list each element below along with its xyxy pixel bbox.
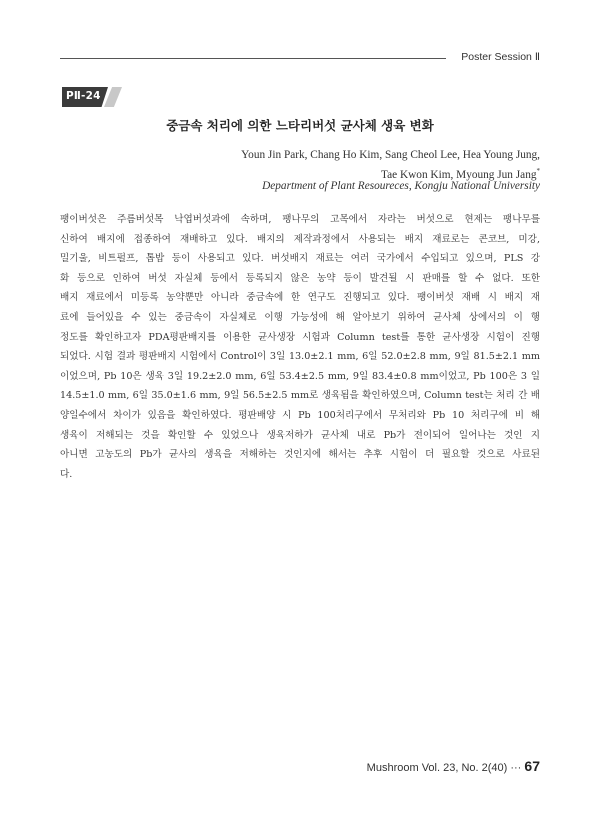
journal-citation: Mushroom Vol. 23, No. 2(40) bbox=[366, 762, 508, 774]
page-footer bbox=[367, 758, 540, 774]
corresponding-mark: * bbox=[536, 167, 540, 175]
abstract bbox=[60, 210, 540, 484]
abstract-line: 되었다. 시험 결과 평판배지 시험에서 Control이 3일 13.0±2.1 mm, 6일 52.0±2.8 mm, 9일 81.5±2.1 mm bbox=[60, 351, 540, 363]
abstract-line: 화 등으로 인하여 버섯 자실체 등에서 등록되지 않은 농약 등이 발견될 시 판매를 할 수 없다. 또한 bbox=[60, 272, 540, 284]
abstract-line: 아니면 고농도의 Pb가 균사의 생육을 저해하는 것인지에 해서는 추후 시험이 더 필요할 것으로 사료된 bbox=[60, 449, 540, 461]
author-list bbox=[160, 147, 540, 183]
poster-code: PⅡ-24 bbox=[66, 90, 101, 102]
abstract-line: 팽이버섯은 주름버섯목 낙엽버섯과에 속하며, 팽나무의 고목에서 자라는 버섯으로 현제는 팽나무를 bbox=[60, 214, 540, 225]
affiliation: Department of Plant Resoureces, Kongju National University bbox=[262, 180, 540, 192]
abstract-line: 신하여 배지에 접종하여 재배하고 있다. 배지의 제작과정에서 사용되는 배지 재료로는 콘코브, 미강, bbox=[60, 233, 540, 245]
footer-dots: ··· bbox=[510, 762, 522, 774]
abstract-line: 정도를 확인하고자 PDA평판배지를 이용한 균사생장 시험과 Column test를 통한 균사생장 시험이 진행 bbox=[60, 331, 540, 343]
header-rule bbox=[60, 58, 446, 59]
abstract-line: 료에 들어있을 수 있는 중금속이 자실체로 이행 가능성에 해 알아보기 위하여 균사체 상에서의 이 행 bbox=[60, 311, 540, 323]
abstract-line: 다. bbox=[60, 468, 73, 480]
abstract-line: 14.5±1.0 mm, 6일 35.0±1.6 mm, 9일 56.5±2.5 mm로 생육됨을 확인하였으며, Column test는 처리 간 배 bbox=[60, 390, 540, 402]
abstract-line: 배지 재료에서 미등록 농약뿐만 아니라 중금속에 한 연구도 진행되고 있다. 팽이버섯 재배 시 배지 재 bbox=[60, 292, 540, 304]
session-label: Poster Session Ⅱ bbox=[461, 51, 540, 63]
abstract-line: 밀기울, 비트펄프, 톱밥 등이 사용되고 있다. 버섯배지 재료는 여러 국가에서 수입되고 있으며, PLS 강 bbox=[60, 253, 540, 265]
author-line-2-text: Tae Kwon Kim, Myoung Jun Jang bbox=[381, 168, 537, 181]
author-line-1: Youn Jin Park, Chang Ho Kim, Sang Cheol Lee, Hea Young Jung, bbox=[241, 149, 540, 161]
abstract-line: 이었으며, Pb 10은 생육 3일 19.2±2.0 mm, 6일 53.4±2.5 mm, 9일 83.4±0.8 mm이었고, Pb 100은 3 일 bbox=[60, 370, 540, 382]
page-number: 67 bbox=[524, 758, 540, 774]
paper-title: 중금속 처리에 의한 느타리버섯 균사체 생육 변화 bbox=[166, 118, 434, 133]
abstract-line: 생육이 저해되는 것을 확인할 수 있었으나 생육저하가 균사체 내로 Pb가 전이되어 일어나는 것인 지 bbox=[60, 429, 540, 441]
abstract-line: 양일수에서 차이가 있음을 확인하였다. 평판배양 시 Pb 100처리구에서 무처리와 Pb 10 처리구에 비 해 bbox=[60, 409, 540, 421]
poster-code-badge bbox=[62, 87, 124, 107]
